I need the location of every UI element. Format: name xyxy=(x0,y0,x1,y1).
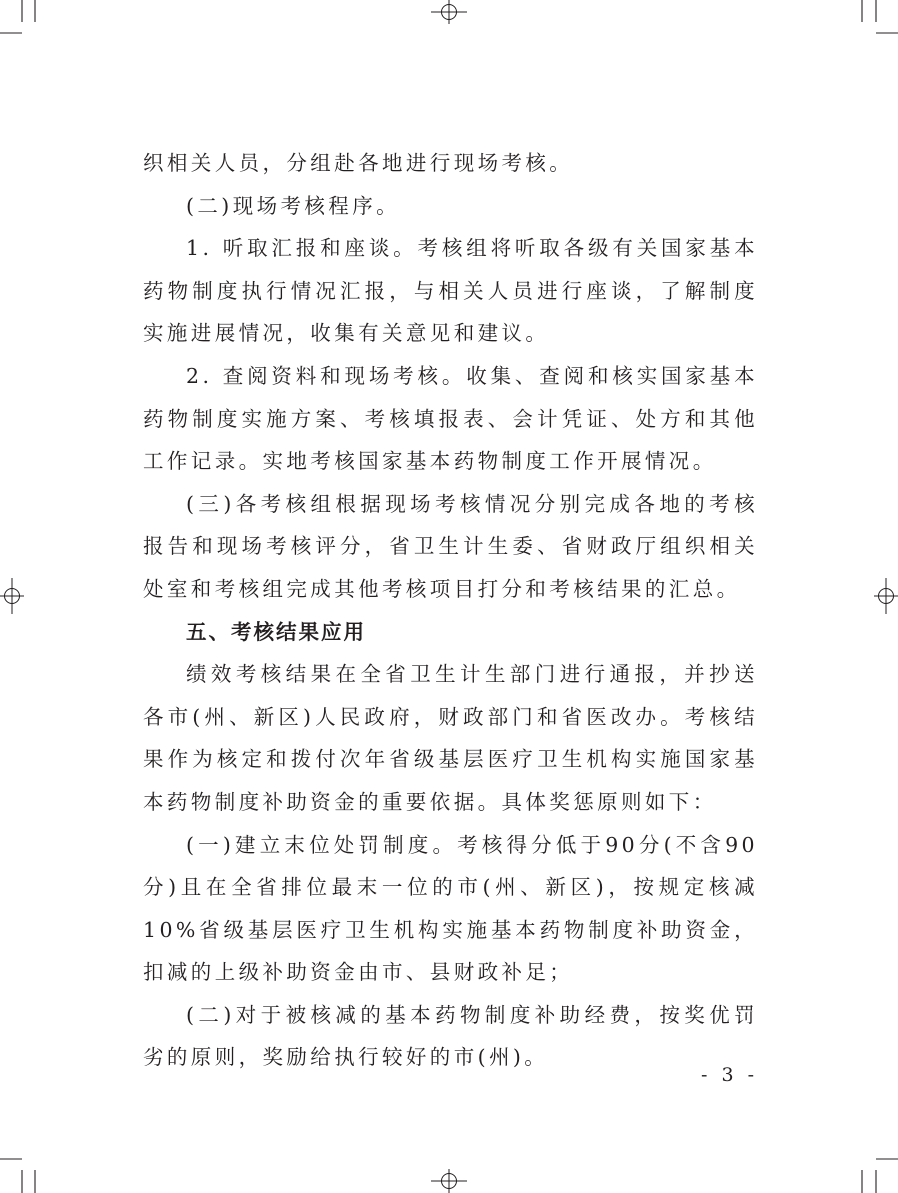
paragraph: (三)各考核组根据现场考核情况分别完成各地的考核报告和现场考核评分，省卫生计生委、省财政厅组织相关处室和考核组完成其他考核项目打分和考核结果的汇总。 xyxy=(143,491,758,601)
paragraph: (一)建立末位处罚制度。考核得分低于90分(不含90分)且在全省排位最末一位的市(州、新区)，按规定核减10%省级基层医疗卫生机构实施基本药物制度补助资金，扣减的上级补助资金由市、县财政补足； xyxy=(143,832,758,985)
section-heading: 五、考核结果应用 xyxy=(186,619,366,644)
paragraph: 织相关人员，分组赴各地进行现场考核。 xyxy=(143,151,574,175)
page-number: - 3 - xyxy=(700,1064,758,1086)
paragraph: 1. 听取汇报和座谈。考核组将听取各级有关国家基本药物制度执行情况汇报，与相关人员进行座谈，了解制度实施进展情况，收集有关意见和建议。 xyxy=(143,236,758,346)
paragraph: (二)对于被核减的基本药物制度补助经费，按奖优罚劣的原则，奖励给执行较好的市(州)。 xyxy=(143,1002,758,1070)
document-body xyxy=(143,142,758,1079)
paragraph: 绩效考核结果在全省卫生计生部门进行通报，并抄送各市(州、新区)人民政府，财政部门和省医改办。考核结果作为核定和拨付次年省级基层医疗卫生机构实施国家基本药物制度补助资金的重要依据。具体奖惩原则如下： xyxy=(143,662,758,814)
paragraph: 2. 查阅资料和现场考核。收集、查阅和核实国家基本药物制度实施方案、考核填报表、会计凭证、处方和其他工作记录。实地考核国家基本药物制度工作开展情况。 xyxy=(143,363,758,474)
paragraph: (二)现场考核程序。 xyxy=(186,193,400,218)
